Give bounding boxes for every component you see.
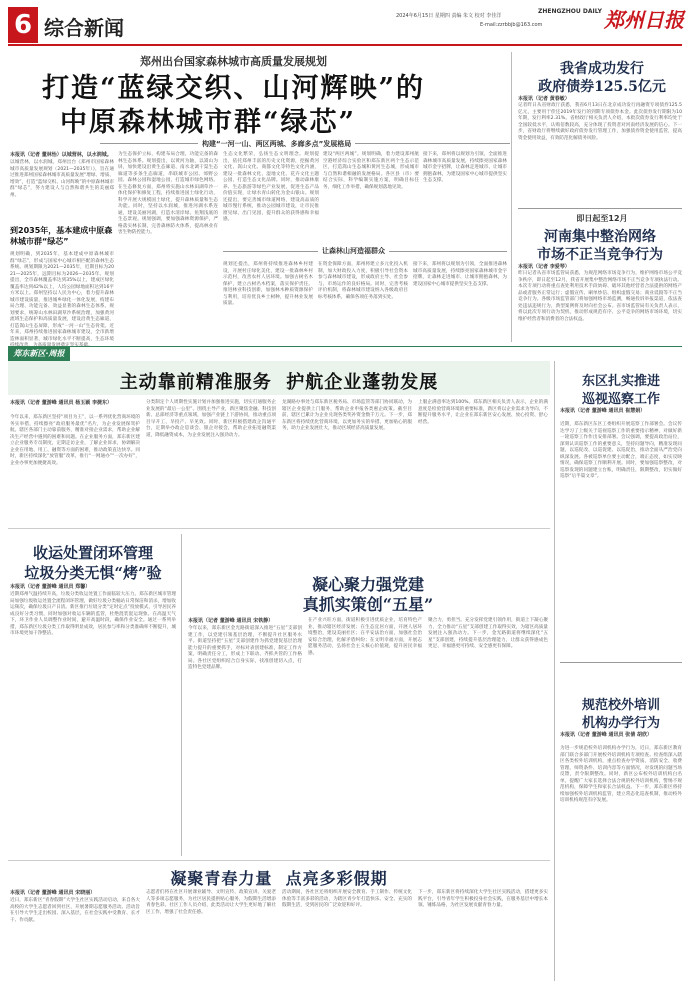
lead-kicker: 郑州出台国家森林城市高质量发展规划 <box>140 55 327 68</box>
lead-byline: 本报讯（记者 董林怡）以城营林，以水润城。 <box>10 152 112 158</box>
garbage-body: 近期郑州气温持续升高，垃圾分类收运处置工作面临较大压力。郑东新区城市管理局加强垃圾收运处置全流程闭环管理，做好垃圾分类桶站日常保洁和消杀，增加收运频次，确保垃圾日产日清。新区推行垃圾分类“定时定点”投放模式，引导居民养成良好分类习惯，同时加强对收运车辆的监管，杜绝混装混运现象。在高温天气下，环卫作业人员调整作业时间，避开高温时段，确保作业安全。通过一系列举措，郑东新区垃圾分类工作取得明显成效，居民参与率和分类准确率不断提升，城市环境更加干净整洁。 <box>10 592 176 636</box>
paper-logo: 郑州日报 <box>604 8 684 32</box>
lead-headline-line1: 打造“蓝绿交织、山河辉映”的 <box>42 73 426 104</box>
youth-col4: 下一步，郑东新区将持续深化大学生社区实践活动，搭建更多实践平台，引导青年学生积极投身社会实践，在服务基层中增长本领、锤炼品格，为社区发展贡献青春力量。 <box>418 890 548 908</box>
bond-title-line1: 我省成功发行 <box>560 61 644 77</box>
zhoubao-col4: 上服企满意率达到100%。郑东新区相关负责人表示，企业的满意度是检验营商环境的重要标准，新区将以企业需求为导向，不断提升服务水平，让企业在郑东新区安心发展、放心投资、舒心经营。 <box>418 400 548 425</box>
zhoubao-col3: 龙湖路办事处与郑东新区税务局、市场监管等部门协同联动，为辖区企业提供上门服务，帮助企业申报各类惠企政策。截至目前，辖区已累计为企业兑现各类奖补资金数千万元。下一步，郑东新区将持续优化营商环境，以更加务实的举措、更加贴心的服务，助力企业发展壮大，推动区域经济高质量发展。 <box>282 400 412 431</box>
rectify-kicker: 即日起至12月 <box>576 214 628 223</box>
star-title-line2: 真抓实策创“五星” <box>302 595 434 614</box>
lead-intro: 以城营林，以水润城。郑州出台《郑州市国家森林城市高质量发展规划（2021—2035年）》，旨在通过推进郑州国家森林城市高质量发展“增绿、增质、增效”，打造“蓝绿交织、山河辉映”的中原森林城市群“绿芯”，努力建设人与自然和谐共生的美丽郑州。 <box>10 160 114 198</box>
zhoubao-rule <box>8 346 682 347</box>
lead-headline-line2: 中原森林城市群“绿芯” <box>60 107 357 138</box>
bond-body: 记者昨日从省财政厅获悉，我省6月13日在北京成功发行再融资专项债券125.5亿元，主要用于偿还2019年发行的到期专项债券本金。此次债券发行期限为10年期，发行利率2.31%。省财政厅相关负责人介绍，本批次债券发行利率均处于全国较低水平，认购倍数较高，充分体现了投资者对河南经济发展的信心。下一步，省财政厅将继续做好政府债券发行管理工作，加强债券资金使用监管，提高资金使用效益，有效防范化解债务风险。 <box>518 103 682 141</box>
rectify-title-line2: 市场不正当竞争行为 <box>537 247 663 263</box>
zhoubao-badge: 郑东新区·周报 <box>8 347 70 361</box>
patrol-title-line1: 东区扎实推进 <box>581 374 660 389</box>
training-title-line1: 规范校外培训 <box>581 698 660 713</box>
lead-col4b: 接下来，郑州将以规划为引领，全面推进森林城市高质量发展，持续擦亮国家森林城市金字招牌，让森林走进城市、让城市拥抱森林，为建设国家中心城市提供坚实生态支撑。 <box>423 152 507 183</box>
star-title-line1: 凝心聚力强党建 <box>311 575 424 594</box>
star-col1: 今年以来，郑东新区金光路街道深入推进“五星”支部创建工作，以党建引领基层治理，不断提升社区服务水平。街道坚持把“五星”支部创建作为抓党建促基层治理能力提升的重要抓手，对标对表创建标准，制定工作方案，明确责任分工，形成上下联动、齐抓共管的工作格局。各社区党组织结合自身实际，找准创建切入点，打造特色党建品牌。 <box>188 626 302 670</box>
page-number: 6 <box>13 10 33 40</box>
star-byline: 本报讯（记者 董游峰 通讯员 宋铁静） <box>188 618 274 624</box>
date-line: 2024年6月15日 星期四 责编 朱文 校对 李佳洋 <box>396 13 502 19</box>
lead-col1: 规划明确，到2035年，基本建成中原森林城市群“绿芯”，形成与国家中心城市相匹配的森林生态系统。规划期限为2021—2035年，近期目标为2021—2025年，远期目标为2026—2035年。规划提出，全市森林覆盖率达到35%以上，建成区绿化覆盖率达到42%以上，人均公园绿地面积达到16平方米以上。郑州坚持以人民为中心，着力提升森林城市建设质量，推进城乡绿化一体化发展，构建布局合理、功能完备、效益显著的森林生态体系。规划要求，统筹山水林田湖草沙系统治理，加强黄河流域生态保护和高质量发展，建设沿黄生态廊道，打造嵩山生态屏障，形成“一河一山”生态骨架。近年来，郑州持续推进国家森林城市建设，全市新增造林面积显著，城市绿化水平不断提高，生态环境 <box>10 252 114 342</box>
rectify-title-line1: 河南集中整治网络 <box>544 229 656 245</box>
youth-title: 凝聚青春力量 点亮多彩假期 <box>170 869 388 888</box>
column-rule-right <box>511 52 512 342</box>
youth-col2: 志愿者们将在社区开展课业辅导、文明宣传、政策宣讲、关爱老人等多项志愿服务，为社区居民提供贴心服务，为假期生活增添青春色彩。社区工作人员介绍，此类活动让大学生更好地了解社区工作，增强了社会责任感。 <box>146 890 276 915</box>
garbage-title-line1: 收运处置闭环管理 <box>32 544 153 562</box>
patrol-rule <box>560 662 682 663</box>
lead-box-title: 到2035年，基本建成中原森林城市群“绿芯” <box>10 226 113 246</box>
patrol-title-line2: 巡视巡察工作 <box>581 392 660 407</box>
lead-col2: 为生态保护立标，构建布局合理、功能完备的森林生态体系。规划提出，以黄河为轴，以嵩山为屏，加快建设沿黄生态廊道、南水北调干渠生态廊道等多条生态廊道，串联城市公园、郊野公园、森林公园和湿地公园，打造城市绿色网络。在生态修复方面，郑州将实施山水林田湖草沙一体化保护和修复工程，持续推进国土绿化行动，科学开展大规模国土绿化，提升森林质量和生态功能。同时，坚持以水润城，推进河湖水系连通，建设美丽河湖，打造水清岸绿、鱼翔浅底的生态景观。规划强调，要加强森林资源保护，严格落实林长制，完善森林防火体系，提高林业有害生物防控能力。 <box>118 152 218 235</box>
zhoubao-byline: 本报讯（记者 董游峰 通讯员 杨玉颖 李捷东） <box>10 400 112 406</box>
youth-col1: 近日，郑东新区“青春假期”大学生社区实践活动启动，来自各大高校的大学生志愿者回到社区，开展暑期志愿服务活动。活动旨在引导大学生走出校园、深入基层，在社会实践中受教育、长才干、作贡献。 <box>10 898 140 923</box>
training-byline: 本报讯（记者 董游峰 通讯员 张倩 胡欣） <box>560 732 652 738</box>
section-title: 综合新闻 <box>44 16 124 40</box>
patrol-byline: 本报讯（记者 董游峰 通讯员 崔慧娟） <box>560 408 646 414</box>
bond-rule <box>518 208 682 209</box>
rectify-byline: 本报讯（记者 李爱琴） <box>518 264 570 270</box>
lead-col5: 规划还提出，郑州将持续推进森林乡村建设，开展村庄绿化美化，建设一批森林乡村示范村，改善农村人居环境。加强古树名木保护，建立古树名木档案，落实保护责任。推进林业科技创新，加强林木种质资源保护与利用，培育优良乡土树种，提升林业发展质量。 <box>223 262 313 306</box>
zhoubao-headline: 主动靠前精准服务 护航企业蓬勃发展 <box>119 372 439 393</box>
lead-col3: 生态文化繁荣，弘扬生态文明理念。规划提出，依托郑州丰富的历史文化资源，挖掘黄河文化、嵩山文化、商都文化等特色文化内涵，建设一批森林文化、湿地文化、花卉文化主题公园，打造生态文化品牌。同时，推动森林康养、生态旅游等绿色产业发展，促进生态产品价值实现，让绿水青山转化为金山银山。规划还提出，要完善城市绿道网络，建设高品质的城市慢行系统，推动公园城市建设，让市民推窗见绿、出门见园，提升群众的获得感和幸福感。 <box>223 152 319 222</box>
star-col2: 在产业兴旺方面，街道积极引进优质企业，培育特色产业，推动辖区经济发展；在生态宜居方面，开展人居环境整治，建设美丽社区；在平安法治方面，加强社会治安综合治理，化解矛盾纠纷；在文明幸福方面，开展志愿服务活动，弘扬社会主义核心价值观，提升居民幸福感。 <box>308 618 422 656</box>
column-rule-garbage <box>181 534 182 856</box>
zhoubao-col2: 分类制定个人周期性实施计划并加强推进实施，切实打通服务企业发展的“最后一公里”。围绕主导产业，新区聚焦金融、科技创新、总部经济等重点领域，加强产业链上下游协同，推动重点项目早开工、早投产、早见效。同时，新区积极搭建政企沟通平台，定期举办政企恳谈会、银企对接会，帮助企业拓宽融资渠道，降低融资成本，为企业发展注入强劲动力。 <box>146 400 276 438</box>
garbage-title-line2: 垃圾分类无惧“烤”验 <box>24 564 162 582</box>
training-body: 为进一步规范校外培训机构办学行为，近日，郑东新区教育部门联合多部门开展校外培训机构专项检查。检查组深入辖区各类校外培训机构，重点检查办学资质、消防安全、收费管理、师资条件、培训内容等方面情况，对发现的问题当场反馈，责令限期整改。同时，新区公布校外培训机构白名单，提醒广大家长选择合法合规的校外培训机构，警惕不规范机构，保障学生和家长合法权益。下一步，郑东新区将持续加强校外培训机构监管，建立常态化巡查机制，推动校外培训机构规范有序发展。 <box>560 746 682 803</box>
patrol-body: 近期，郑东新区东区工委组织开展巡察工作部署会。会议传达学习了上级关于巡视巡察工作的重要指示精神，对做好新一轮巡察工作作出安排部署。会议强调，要提高政治站位，深刻认识巡察工作的重要意义，坚持问题导向，精准发现问题，以巡促改、以巡促建、以巡促治，推动全面从严治党向纵深发展。各被巡察单位要主动配合，端正态度，如实反映情况，确保巡察工作顺利开展。同时，要加强巡察整改，对巡察发现的问题建立台账，明确责任，限期整改，切实做好巡察“后半篇文章”。 <box>560 422 682 479</box>
lead-midbar: 让森林山河造福群众 <box>318 246 389 256</box>
garbage-byline: 本报讯（记者 董游峰 通讯员 郑馨） <box>10 584 91 590</box>
zhoubao-col1: 今年以来，郑东新区坚持“项目为王”，以一系列优化营商环境的务实举措，持续擦亮“政府服务最优”名片，为企业发展保驾护航。辖区各部门主动靠前服务，精准对接企业需求，帮助企业解决生产经营中遇到的困难和问题。在企业服务方面，郑东新区建立企业服务专员制度，定期走访企业，了解企业诉求，协调解决企业在用地、用工、融资等方面的困难，推动政策直达快享。同时，新区持续深化“放管服”改革，推行“一网通办”“一次办好”，企业办事更加便捷高效。 <box>10 415 140 466</box>
rectify-body: 昨日记者从省市场监管局获悉，为规范网络市场竞争行为，维护网络市场公平竞争秩序，即日起至12月，我省开展集中整治网络市场不正当竞争专项执法行动。本次专项行动将重点查处利用技术手段妨碍、破坏其他经营者合法提供的网络产品或者服务正常运行；虚假宣传、刷单炒信、组织虚假交易；商业诋毁等不正当竞争行为。各级市场监管部门将加强网络市场监测，畅通投诉举报渠道，依法查处违法违规行为，典型案例将及时向社会公布。省市场监管局有关负责人表示，将以此次专项行动为契机，推动形成规范有序、公平竞争的网络市场环境，切实维护经营者和消费者的合法权益。 <box>518 271 682 322</box>
masthead-rule <box>8 44 682 46</box>
garbage-top-rule <box>8 528 550 529</box>
column-rule-bottom-right <box>554 361 555 981</box>
youth-byline: 本报讯（记者 董游峰 通讯员 宋晓丽） <box>10 890 96 896</box>
training-title-line2: 机构办学行为 <box>581 716 660 731</box>
star-col3: 聚合力，勇担当。充分发挥党建引领作用，街道上下凝心聚力，全力推动“五星”支部创建工作取得实效，为辖区高质量发展注入强劲动力。下一步，金光路街道将继续深化“五星”支部创建，持续提升基层治理能力，让群众获得感成色更足、幸福感更可持续、安全感更有保障。 <box>428 618 548 649</box>
bond-title-line2: 政府债券125.5亿元 <box>538 79 666 95</box>
youth-col3: 活动期间，各社区还将组织开展安全教育、手工制作、传统文化体验等丰富多彩的活动，为辖区青少年打造快乐、安全、充实的假期生活，受到居民的广泛欢迎和好评。 <box>282 890 412 908</box>
lead-col7: 接下来，郑州将以规划为引领，全面推进森林城市高质量发展，持续擦亮国家森林城市金字招牌，让森林走进城市、让城市拥抱森林，为建设国家中心城市提供坚实生态支撑。 <box>413 262 507 287</box>
lead-subhead: 构建“一河一山、两区两城、多廊多点”发展格局 <box>198 139 355 149</box>
bond-byline: 本报讯（记者 黄春敏） <box>518 96 570 102</box>
email-line: E-mail:zzrbbjb@163.com <box>480 22 543 28</box>
lead-col4: 建设“两区两城”。规划明确，着力建设郑州航空港经济综合实验区和郑东新区两个生态示范区，打造嵩山生态城和黄河生态城，形成城市与自然和谐相融的发展格局。各区县（市）要结合实际，科学编制实施方案，明确目标任务，细化工作举措，确保规划落地见效。 <box>323 152 419 190</box>
youth-top-rule <box>8 860 550 861</box>
lead-col6: 在资金保障方面，郑州将建立多元化投入机制，加大财政投入力度，积极引导社会资本参与森林城市建设，形成政府主导、社会参与、市场运作的良好格局。同时，完善考核评价机制，将森林城市建设纳入各级政府目标考核体系，确保各项任务落到实处。 <box>318 262 408 300</box>
paper-name-latin: ZHENGZHOU DAILY <box>538 8 602 15</box>
